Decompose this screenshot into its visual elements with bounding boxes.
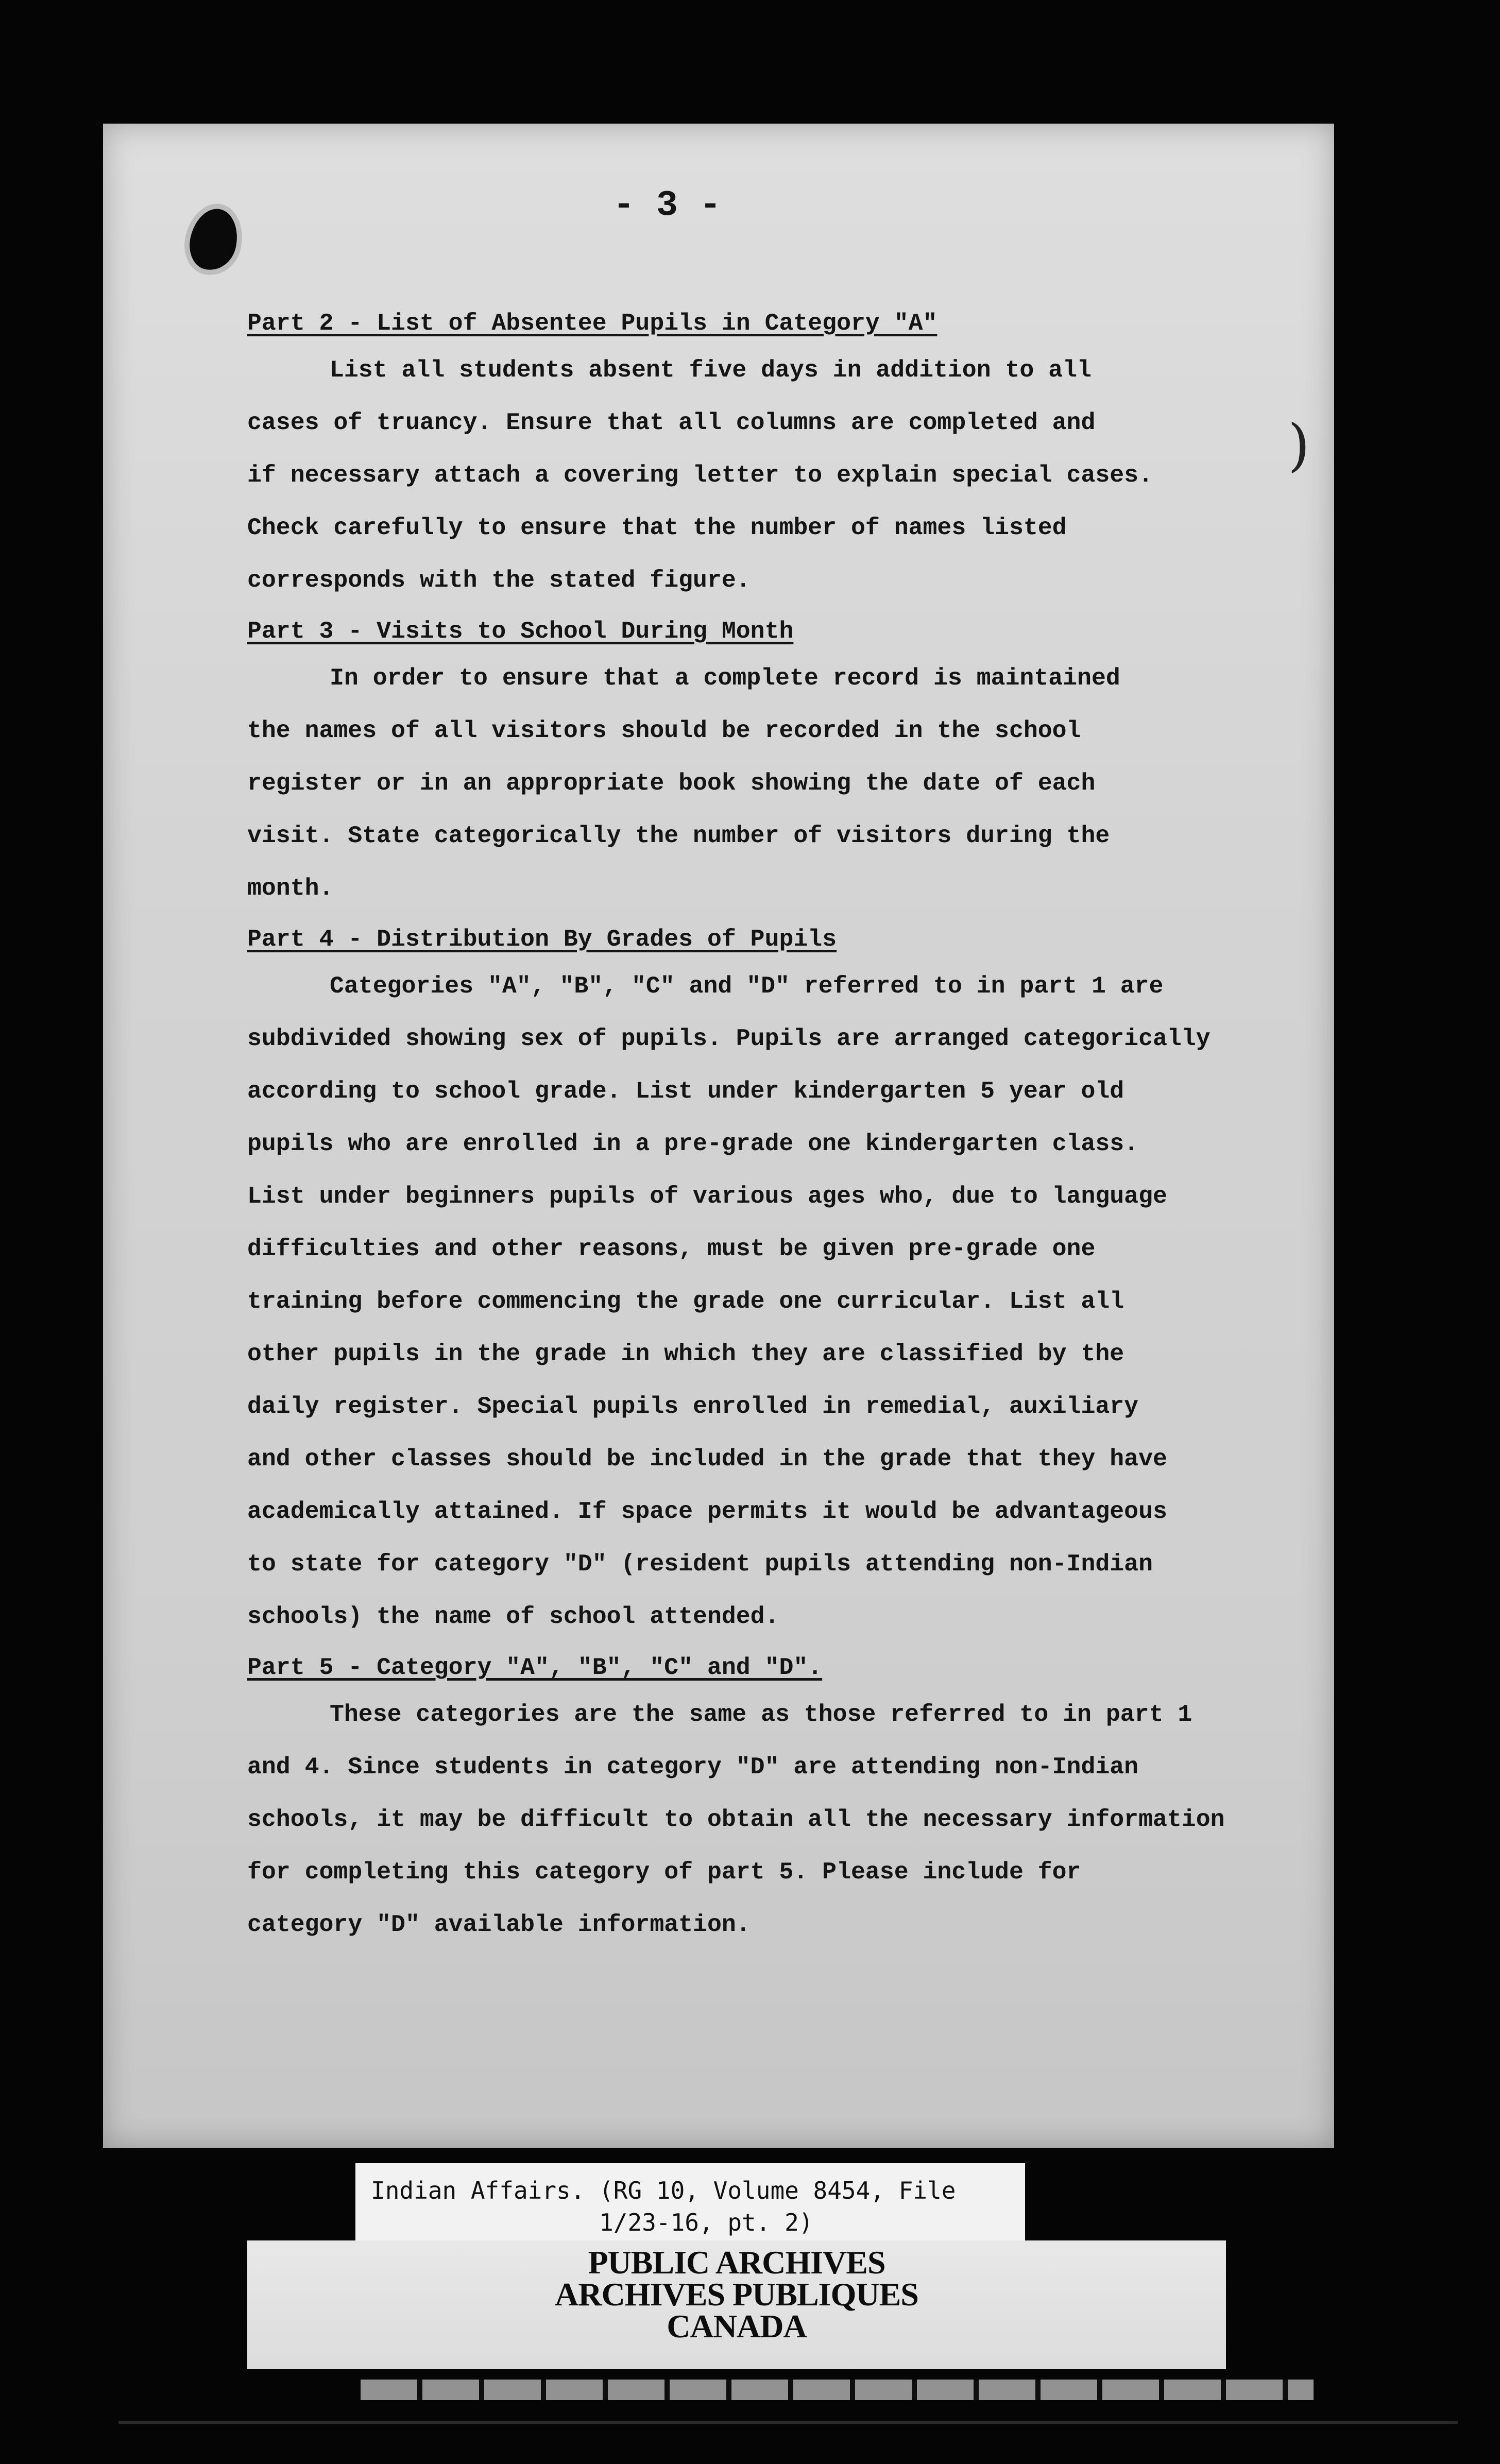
text-line: category "D" available information. (247, 1911, 751, 1938)
archive-label-line-1: Indian Affairs. (RG 10, Volume 8454, File (371, 2177, 956, 2204)
section-heading: Part 3 - Visits to School During Month (247, 618, 794, 645)
text-line: List all students absent five days in addition to all (330, 356, 1092, 384)
section-paragraph (247, 960, 1380, 1643)
text-line: schools, it may be difficult to obtain all the necessary information (247, 1806, 1225, 1833)
text-line: the names of all visitors should be recorded in the school (247, 717, 1081, 744)
stamp-line-english: PUBLIC ARCHIVES (588, 2244, 885, 2281)
text-line: training before commencing the grade one curricular. List all (247, 1288, 1124, 1315)
text-line: difficulties and other reasons, must be given pre-grade one (247, 1235, 1096, 1262)
stamp-line-country: CANADA (667, 2308, 807, 2345)
stamp-line-french: ARCHIVES PUBLIQUES (555, 2276, 918, 2313)
film-edge-marks (361, 2380, 1314, 2400)
text-line: In order to ensure that a complete record is maintained (330, 664, 1120, 692)
text-line: cases of truancy. Ensure that all columns are completed and (247, 409, 1096, 436)
section-part-4 (247, 919, 1380, 1643)
text-line: for completing this category of part 5. Please include for (247, 1858, 1081, 1886)
film-scratch-line (118, 2421, 1458, 2424)
section-part-2 (247, 303, 1380, 607)
text-line: daily register. Special pupils enrolled in remedial, auxiliary (247, 1393, 1139, 1420)
text-line: These categories are the same as those referred to in part 1 (330, 1701, 1192, 1728)
text-line: List under beginners pupils of various ages who, due to language (247, 1183, 1167, 1210)
text-line: academically attained. If space permits it would be advantageous (247, 1498, 1167, 1525)
text-line: pupils who are enrolled in a pre-grade one kindergarten class. (247, 1130, 1139, 1157)
text-line: schools) the name of school attended. (247, 1603, 779, 1630)
section-heading: Part 4 - Distribution By Grades of Pupils (247, 926, 837, 953)
section-heading: Part 2 - List of Absentee Pupils in Category "A" (247, 310, 937, 337)
section-part-3 (247, 611, 1380, 915)
text-line: and 4. Since students in category "D" are attending non-Indian (247, 1753, 1139, 1781)
section-paragraph (247, 652, 1380, 915)
archive-label-line-2: 1/23-16, pt. 2) (371, 2209, 813, 2236)
document-body (247, 299, 1380, 1951)
text-line: if necessary attach a covering letter to explain special cases. (247, 461, 1153, 489)
text-line: according to school grade. List under kindergarten 5 year old (247, 1077, 1124, 1105)
text-line: to state for category "D" (resident pupils attending non-Indian (247, 1550, 1153, 1578)
text-line: register or in an appropriate book showing the date of each (247, 769, 1096, 797)
page-number: - 3 - (613, 185, 722, 226)
section-part-5 (247, 1647, 1380, 1951)
text-line: corresponds with the stated figure. (247, 567, 751, 594)
text-line: subdivided showing sex of pupils. Pupils are arranged categorically (247, 1025, 1211, 1052)
text-line: Categories "A", "B", "C" and "D" referred to in part 1 are (330, 972, 1164, 1000)
text-line: and other classes should be included in the grade that they have (247, 1445, 1167, 1473)
section-paragraph (247, 1688, 1380, 1951)
text-line: visit. State categorically the number of visitors during the (247, 822, 1110, 849)
public-archives-stamp (247, 2240, 1226, 2369)
text-line: other pupils in the grade in which they are classified by the (247, 1340, 1124, 1367)
section-heading: Part 5 - Category "A", "B", "C" and "D". (247, 1654, 823, 1681)
text-line: Check carefully to ensure that the number of names listed (247, 514, 1067, 541)
text-line: month. (247, 875, 334, 902)
margin-bracket-mark: ) (1288, 412, 1310, 478)
section-paragraph (247, 344, 1380, 607)
